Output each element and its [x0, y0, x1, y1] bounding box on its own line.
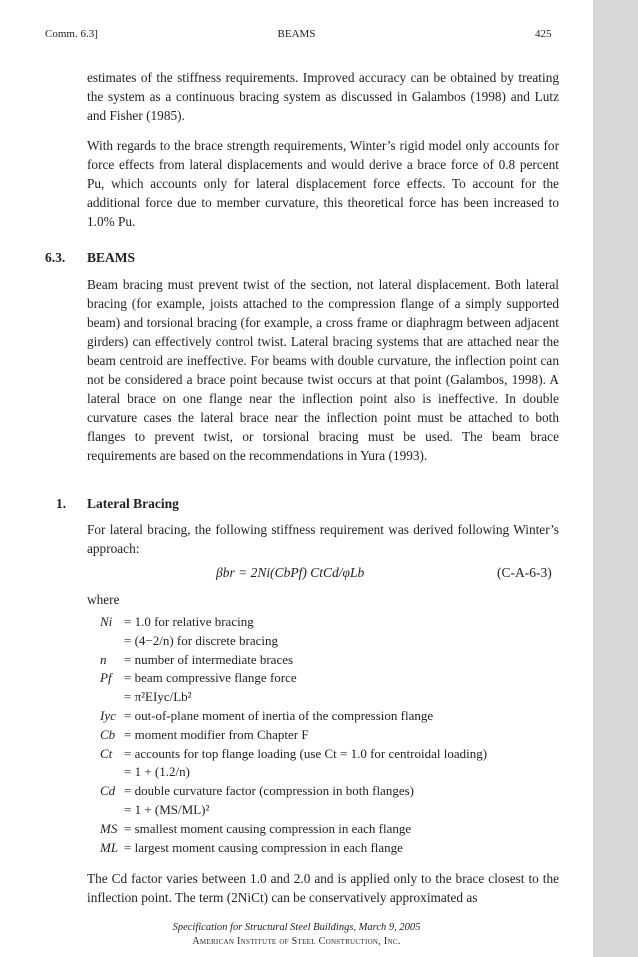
- paragraph-brace-strength: With regards to the brace strength requirements, Winter’s rigid model only accounts for force effects from lateral displacements and would derive a brace force of 0.8 percent Pu, which accounts only for lateral displacement force effects. To account for the additional force due to member curvature, this theoretical force has been increased to 1.0% Pu.: [87, 138, 559, 229]
- definition-row: [100, 726, 487, 745]
- footer-citation: Specification for Structural Steel Buildings, March 9, 2005: [172, 922, 421, 933]
- def-symbol: MS: [100, 820, 118, 836]
- def-text: = 1 + (MS/ML)²: [124, 801, 210, 817]
- def-text: = 1.0 for relative bracing: [124, 614, 254, 629]
- definitions-list: [100, 613, 487, 857]
- def-text: = π²EIyc/Lb²: [124, 689, 192, 705]
- def-symbol: ML: [100, 839, 119, 855]
- page-number: 425: [535, 28, 552, 40]
- running-header-title: BEAMS: [277, 28, 316, 40]
- definition-row: [100, 763, 487, 782]
- definition-row: [100, 801, 487, 820]
- subsection-title: Lateral Bracing: [87, 496, 179, 511]
- def-text: = moment modifier from Chapter F: [124, 726, 309, 742]
- definition-row: [100, 707, 487, 726]
- paragraph-stiffness: estimates of the stiffness requirements. Improved accuracy can be obtained by treating the system as a continuous bracing system as discussed in Galambos (1998) and Lutz and Fisher (1985).: [87, 70, 559, 123]
- equation-label: (C-A-6-3): [497, 565, 552, 580]
- paragraph-lateral-bracing: For lateral bracing, the following stiffness requirement was derived following Winter’s approach:: [87, 522, 559, 556]
- def-text: = number of intermediate braces: [124, 651, 294, 667]
- definition-row: [100, 745, 487, 764]
- equation: βbr = 2Ni(CbPf) CtCd/φLb: [216, 565, 365, 580]
- section-title: BEAMS: [87, 250, 136, 265]
- def-symbol: Ni: [100, 614, 113, 629]
- running-header-left: Comm. 6.3]: [45, 28, 98, 40]
- def-symbol: Pf: [100, 670, 112, 686]
- def-text: = beam compressive flange force: [124, 670, 297, 686]
- page-margin-band: [593, 0, 638, 957]
- def-symbol: n: [100, 651, 107, 667]
- def-symbol: Cb: [100, 726, 116, 742]
- paragraph-cd-factor: The Cd factor varies between 1.0 and 2.0 and is applied only to the brace closest to the inflection point. The term (2NiCt) can be conservatively approximated as: [87, 871, 559, 905]
- def-text: = largest moment causing compression in each flange: [124, 839, 403, 855]
- definition-row: [100, 820, 487, 839]
- def-text: = out-of-plane moment of inertia of the compression flange: [124, 707, 434, 723]
- def-text: = smallest moment causing compression in each flange: [124, 820, 412, 836]
- definition-row: [100, 839, 487, 858]
- footer-publisher: American Institute of Steel Construction, Inc.: [192, 936, 401, 947]
- subsection-number: 1.: [56, 496, 67, 511]
- section-number: 6.3.: [45, 250, 66, 265]
- def-symbol: Iyc: [100, 707, 116, 723]
- def-symbol: Cd: [100, 783, 116, 799]
- def-text: = 1 + (1.2/n): [124, 764, 190, 780]
- definition-row: [100, 613, 487, 632]
- definition-row: [100, 651, 487, 670]
- definition-row: [100, 632, 487, 651]
- definition-row: [100, 782, 487, 801]
- definition-row: [100, 688, 487, 707]
- definition-row: [100, 669, 487, 688]
- def-text: = (4−2/n) for discrete bracing: [124, 632, 278, 648]
- def-text: = accounts for top flange loading (use Ct = 1.0 for centroidal loading): [124, 745, 488, 761]
- where-label: where: [87, 592, 120, 607]
- paragraph-beam-bracing: Beam bracing must prevent twist of the section, not lateral displacement. Both lateral bracing (for example, joists attached to the compression flange of a simply supported beam) and torsional bracing (for example, a cross frame or diaphragm between adjacent girders) can effectively control twist. Lateral bracing systems that are attached near the beam centroid are ineffective. For beams with double curvature, the inflection point can not be considered a brace point because twist occurs at that point (Galambos, 1998). A lateral brace on one flange near the inflection point also is ineffective. In double curvature cases the lateral brace near the inflection point must be attached to both flanges to prevent twist, or torsional bracing must be used. The beam brace requirements are based on the recommendations in Yura (1993).: [87, 277, 559, 463]
- def-text: = double curvature factor (compression in both flanges): [124, 783, 414, 799]
- def-symbol: Ct: [100, 745, 113, 761]
